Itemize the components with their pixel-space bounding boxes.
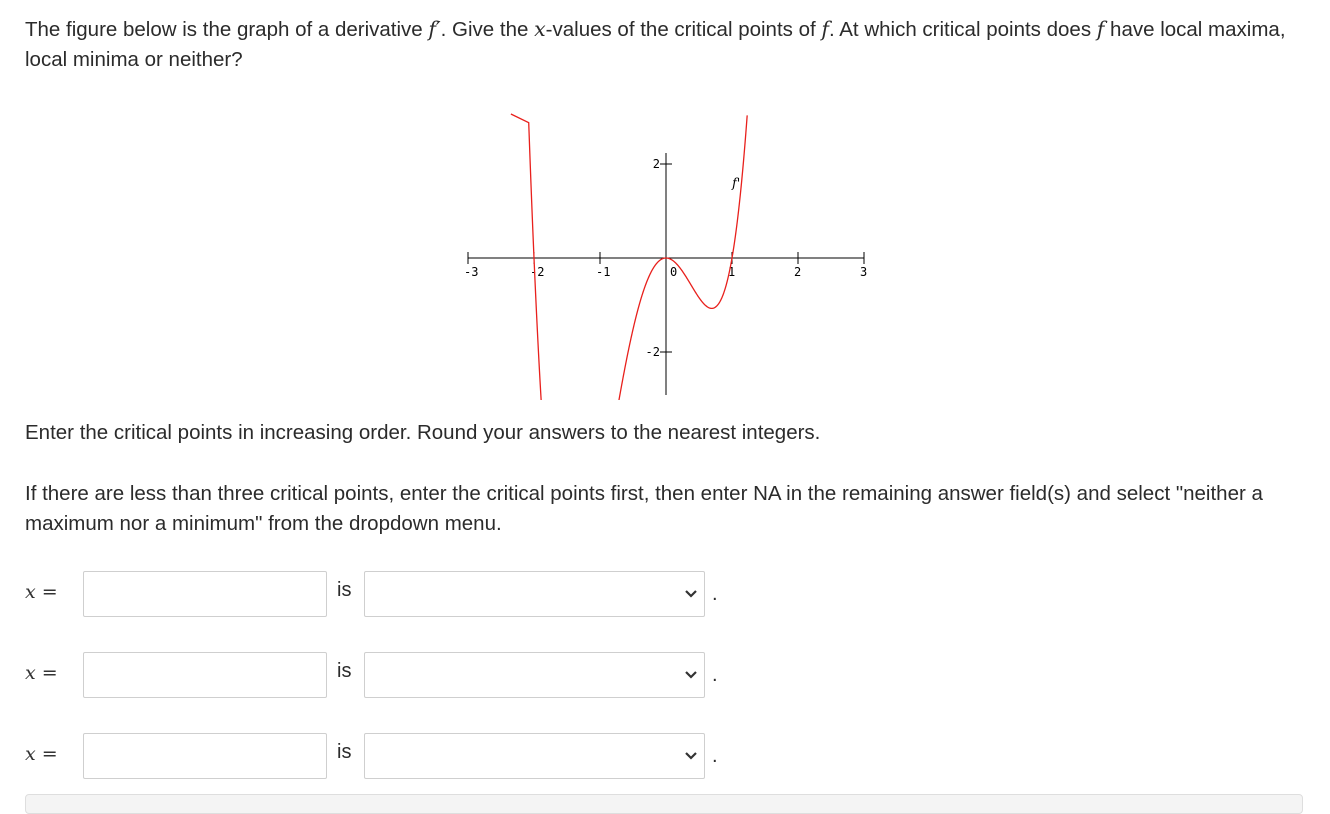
derivative-curve <box>511 114 747 400</box>
question-part2: . Give the <box>440 18 535 41</box>
x-tick-label: 1 <box>728 265 736 279</box>
critical-point-input-2[interactable] <box>83 652 327 698</box>
instruction-rounding: Enter the critical points in increasing order. Round your answers to the nearest integers. <box>25 421 821 444</box>
is-label: is <box>337 741 352 763</box>
x-symbol: x <box>534 17 546 41</box>
answer-row-2 <box>0 652 760 698</box>
f-prime-symbol: f′ <box>428 17 441 41</box>
answer-row-1 <box>0 571 760 617</box>
critical-point-input-1[interactable] <box>83 571 327 617</box>
x-tick-label: 2 <box>794 265 802 279</box>
answer-row-3 <box>0 733 760 779</box>
curve-label: f' <box>732 176 741 192</box>
f-symbol: f <box>1096 17 1105 41</box>
classification-dropdown-1[interactable] <box>364 571 705 617</box>
derivative-graph <box>440 108 900 400</box>
x-tick-label: -1 <box>596 265 611 279</box>
classification-dropdown-3[interactable] <box>364 733 705 779</box>
period: . <box>712 583 718 605</box>
critical-point-input-3[interactable] <box>83 733 327 779</box>
x-equals-label: x = <box>25 743 58 765</box>
x-tick-label: 3 <box>860 265 868 279</box>
graph-canvas <box>440 108 900 400</box>
question-text <box>25 14 1300 75</box>
x-tick-label: 0 <box>670 265 678 279</box>
question-part1: The figure below is the graph of a derivative <box>25 18 429 41</box>
x-tick-label: -2 <box>530 265 545 279</box>
question-part3: -values of the critical points of <box>545 18 822 41</box>
x-equals-label: x = <box>25 581 58 603</box>
is-label: is <box>337 660 352 682</box>
period: . <box>712 664 718 686</box>
bottom-panel <box>25 794 1303 814</box>
f-symbol: f <box>821 17 829 41</box>
instruction-na: If there are less than three critical points, enter the critical points first, then enter NA in the remaining answer field(s) and select "neither a maximum nor a minimum" from the dropdown menu. <box>25 482 1263 535</box>
chevron-down-icon <box>684 670 698 680</box>
chevron-down-icon <box>684 589 698 599</box>
x-equals-label: x = <box>25 662 58 684</box>
question-part5: have local maxima, local minima or neither? <box>25 18 1286 71</box>
period: . <box>712 745 718 767</box>
x-tick-label: -3 <box>464 265 479 279</box>
chevron-down-icon <box>684 751 698 761</box>
y-tick-label: 2 <box>652 157 660 171</box>
classification-dropdown-2[interactable] <box>364 652 705 698</box>
question-part4: . At which critical points does <box>829 18 1097 41</box>
is-label: is <box>337 579 352 601</box>
y-tick-label: -2 <box>645 345 660 359</box>
